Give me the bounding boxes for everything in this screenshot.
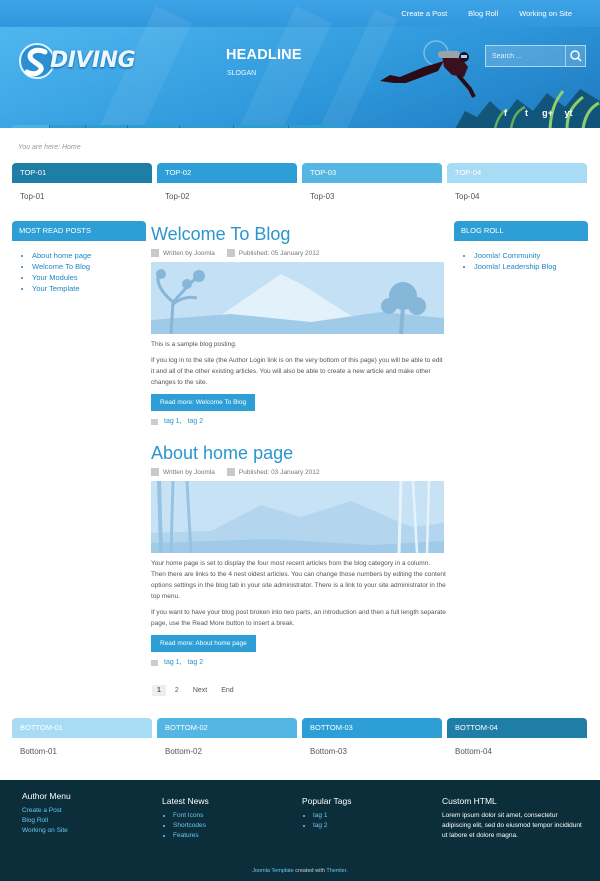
search-input[interactable] [486,46,566,66]
most-read-link[interactable]: Your Modules [32,273,78,282]
blog-roll-module [454,221,588,272]
blog-roll-link[interactable]: Joomla! Community [474,251,541,260]
top-module-body: Top-03 [310,192,335,201]
blog-roll-title: BLOG ROLL [454,221,588,241]
page-next[interactable]: Next [192,687,208,694]
bottom-module-body: Bottom-03 [310,747,347,756]
credit-link-themler[interactable]: Themler. [326,868,348,874]
bottom-module-title: BOTTOM-03 [302,718,442,738]
top-module-02 [157,163,297,201]
article-title[interactable]: About home page [151,443,294,463]
credit-text: created with [293,868,327,874]
list-item [474,261,588,272]
page-1[interactable]: 1 [152,685,166,696]
top-module-body: Top-02 [165,192,190,201]
read-more-button[interactable]: Read more: Welcome To Blog [151,394,255,411]
top-links [401,9,572,18]
footer-link[interactable]: Create a Post [22,807,62,814]
article-paragraph: This is a sample blog posting. [151,341,237,348]
tag-link[interactable]: tag 2 [187,418,204,425]
top-module-body: Top-01 [20,192,45,201]
bottom-module-title: BOTTOM-01 [12,718,152,738]
footer-link[interactable]: • tag 2 [313,821,442,831]
blog-roll-list [454,241,588,272]
youtube-icon[interactable]: yt [564,108,573,118]
site-logo[interactable] [17,41,152,81]
article-paragraph: Your home page is set to display the four most recent articles from the blog category in a column. Then there are links to the 4 nest oldest articles. You can change those numbers by editing the content options settings in the blog tab in your site administrator. There is a link to your site administrator in the top menu. [151,560,446,600]
tag-icon [151,419,158,425]
bottom-module-body: Bottom-04 [455,747,492,756]
footer-heading: Latest News [162,796,209,806]
bottom-module-01 [12,718,152,756]
twitter-icon[interactable]: t [525,108,528,118]
tag-separator: , [179,418,182,425]
bottom-module-02 [157,718,297,756]
article-published: Published: 05 January 2012 [238,249,320,257]
article-title[interactable]: Welcome To Blog [151,224,291,244]
top-module-title: TOP-02 [157,163,297,183]
footer-link[interactable]: Working on Site [22,827,68,834]
footer-credit [0,868,600,874]
list-item [32,272,146,283]
bottom-module-body: Bottom-01 [20,747,57,756]
top-module-title: TOP-03 [302,163,442,183]
facebook-icon[interactable]: f [504,108,507,118]
top-module-body: Top-04 [455,192,480,201]
page-end[interactable]: End [221,687,234,694]
article-paragraph: If you want to have your blog post broken into two parts, an introduction and then a full length separate page, use the Read More button to insert a break. [151,609,446,627]
content-area [0,128,600,780]
footer-link[interactable]: • tag 1 [313,811,442,821]
bottom-module-title: BOTTOM-02 [157,718,297,738]
blog-roll-link[interactable]: Joomla! Leadership Blog [474,262,557,271]
logo-text: DIVING [50,48,136,73]
search-box [485,45,586,67]
breadcrumb: You are here: Home [18,144,81,151]
pagination [152,685,239,696]
top-module-03 [302,163,442,201]
google-plus-icon[interactable]: g+ [542,108,553,118]
read-more-button[interactable]: Read more: About home page [151,635,256,652]
most-read-link[interactable]: Welcome To Blog [32,262,91,271]
page-2[interactable]: 2 [174,687,179,694]
article-welcome-to-blog [151,223,446,425]
most-read-link[interactable]: Your Template [32,284,80,293]
top-module-01 [12,163,152,201]
tag-link[interactable]: tag 2 [187,659,204,666]
bamboo-landscape-image [151,481,444,553]
mountain-landscape-image [151,262,444,334]
top-link-working-on-site[interactable]: Working on Site [519,9,572,18]
social-links [500,108,574,119]
footer-popular-tags [302,796,442,831]
site-footer [0,780,600,881]
article-tags [151,418,446,425]
article-image-mountain [151,262,444,334]
footer-link[interactable]: Blog Roll [22,817,49,824]
top-module-title: TOP-04 [447,163,587,183]
article-author: Written by Joomla [163,249,215,257]
article-tags [151,659,446,666]
calendar-icon [227,468,235,476]
footer-heading: Author Menu [22,791,71,801]
tag-link[interactable]: tag 1 [164,418,180,425]
tag-icon [151,660,158,666]
site-header [0,27,600,128]
footer-link[interactable]: • Font Icons [173,811,302,821]
bottom-module-03 [302,718,442,756]
most-read-link[interactable]: About home page [32,251,92,260]
most-read-posts-title: MOST READ POSTS [12,221,146,241]
credit-link-template[interactable]: Joomla Template [252,868,294,874]
bottom-module-title: BOTTOM-04 [447,718,587,738]
footer-author-menu [22,791,162,836]
most-read-posts-list [12,241,146,294]
list-item [32,261,146,272]
list-item [32,250,146,261]
user-icon [151,468,159,476]
coral-reef-illustration [455,71,600,129]
popular-tags-list [302,811,442,831]
site-slogan: SLOGAN [227,70,257,77]
tag-link[interactable]: tag 1 [164,659,180,666]
bottom-module-body: Bottom-02 [165,747,202,756]
calendar-icon [227,249,235,257]
article-paragraph: If you log in to the site (the Author Login link is on the very bottom of this page) you will be able to edit it and all of the other existing articles. You will also be able to create a new article and make other changes to the site. [151,357,443,386]
article-meta [151,249,446,257]
list-item [474,250,588,261]
list-item [32,283,146,294]
tag-separator: , [179,659,182,666]
top-module-title: TOP-01 [12,163,152,183]
site-headline: HEADLINE [226,47,302,63]
bottom-module-04 [447,718,587,756]
article-published: Published: 03 January 2012 [238,468,320,476]
footer-link[interactable]: • Shortcodes [173,821,302,831]
article-meta [151,468,446,476]
top-module-04 [447,163,587,201]
footer-heading: Custom HTML [442,796,497,806]
search-button[interactable] [565,46,585,66]
article-image-bamboo [151,481,444,553]
article-about-home-page [151,442,446,666]
most-read-posts-module [12,221,146,294]
article-author: Written by Joomla [163,468,215,476]
footer-custom-html [442,796,582,841]
latest-news-list [162,811,302,841]
top-link-blog-roll[interactable]: Blog Roll [468,9,499,18]
footer-link[interactable]: • Features [173,831,302,841]
top-link-create-post[interactable]: Create a Post [401,9,448,18]
search-icon [566,46,586,66]
footer-latest-news [162,796,302,841]
user-icon [151,249,159,257]
footer-custom-text: Lorem ipsum dolor sit amet, consectetur adipiscing elit, sed do eiusmod tempor incididunt ut labore et dolore magna. [442,812,582,839]
footer-heading: Popular Tags [302,796,352,806]
